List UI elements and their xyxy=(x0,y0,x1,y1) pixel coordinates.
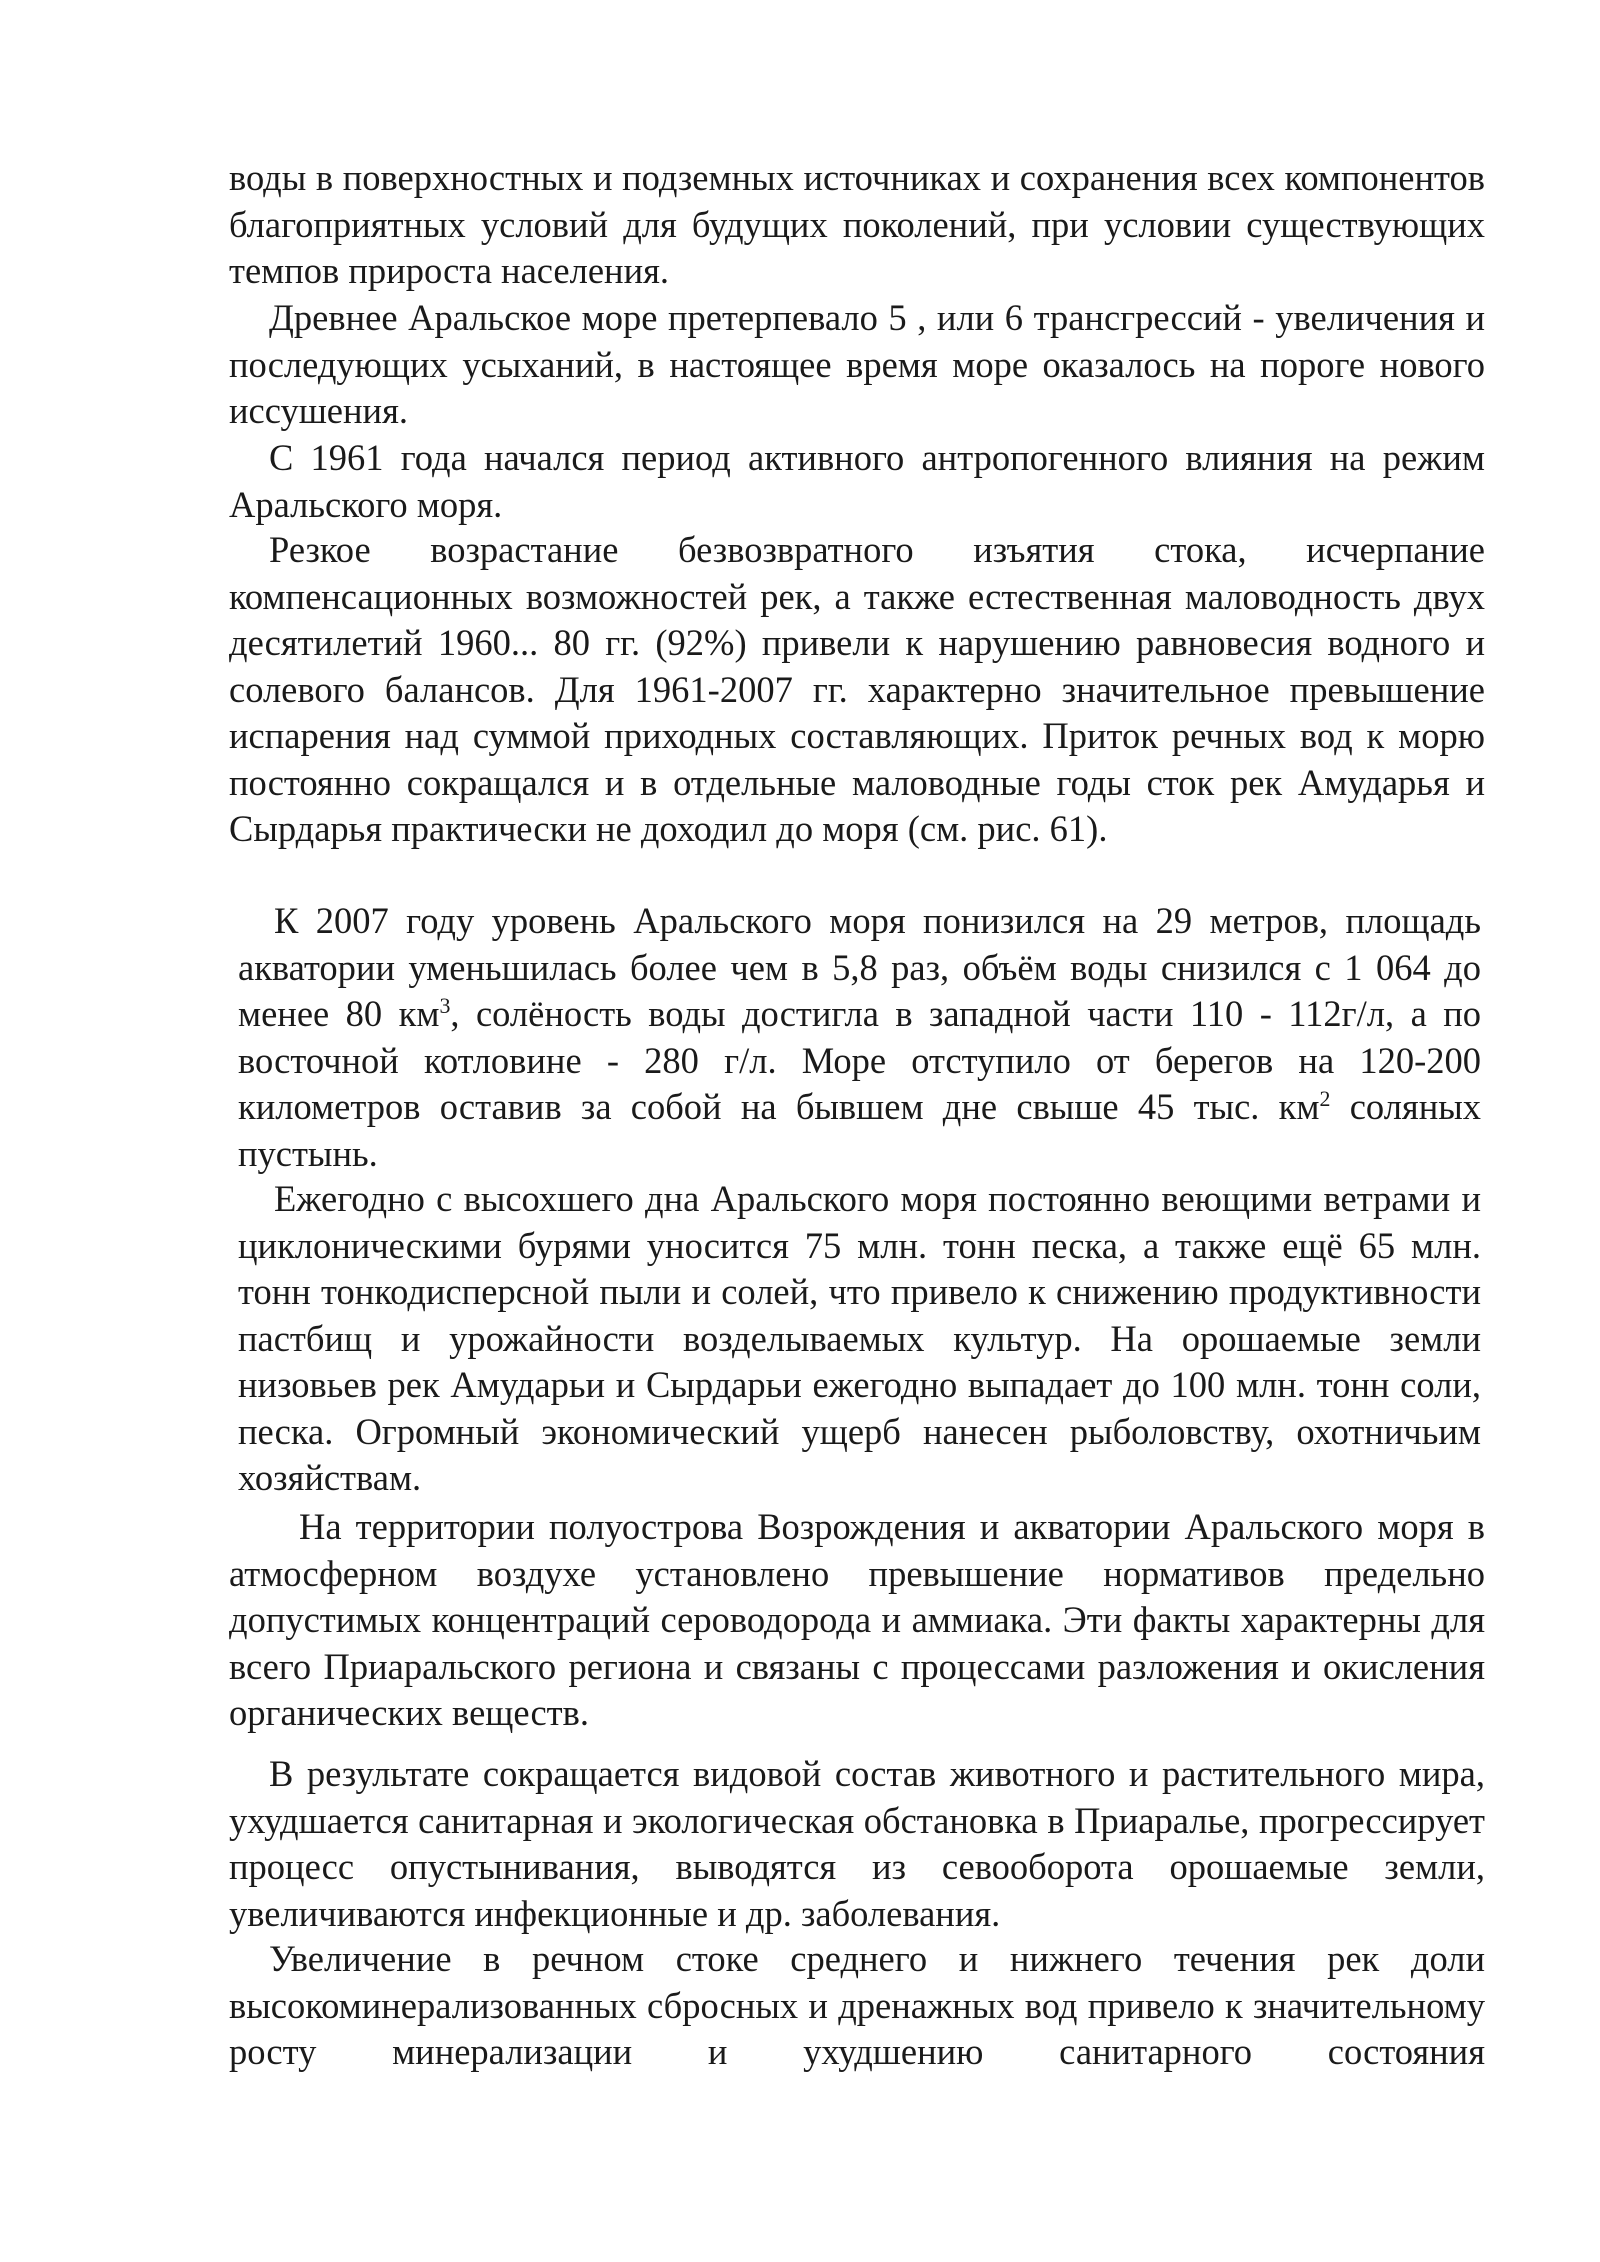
paragraph-9 xyxy=(229,1936,1485,2076)
paragraph-5 xyxy=(238,898,1481,1177)
superscript-cubic: 3 xyxy=(439,992,451,1018)
paragraph-1 xyxy=(229,155,1485,295)
paragraph-5-part-c: соляных пустынь. xyxy=(238,1086,1481,1174)
paragraph-1-text: воды в поверхностных и подземных источниках и сохранения всех компонентов благоприятных условий для будущих поколений, при условии существующих темпов прироста населения. xyxy=(229,157,1485,291)
paragraph-7 xyxy=(229,1504,1485,1737)
paragraph-3 xyxy=(229,435,1485,528)
paragraph-2 xyxy=(229,295,1485,435)
paragraph-8-text: В результате сокращается видовой состав животного и растительного мира, ухудшается санитарная и экологическая обстановка в Приаралье, прогрессирует процесс опустынивания, выводятся из севооборота орошаемые земли, увеличиваются инфекционные и др. заболевания. xyxy=(229,1753,1485,1934)
superscript-square: 2 xyxy=(1319,1085,1331,1111)
paragraph-6-text: Ежегодно с высохшего дна Аральского моря постоянно веющими ветрами и циклоническими бурями уносится 75 млн. тонн песка, а также ещё 65 млн. тонн тонкодисперсной пыли и солей, что привело к снижению продуктивности пастбищ и урожайности возделываемых культур. На орошаемые земли низовьев рек Амударьи и Сырдарьи ежегодно выпадает до 100 млн. тонн соли, песка. Огромный экономический ущерб нанесен рыболовству, охотничьим хозяйствам. xyxy=(238,1178,1481,1498)
paragraph-8 xyxy=(229,1751,1485,1937)
paragraph-7-text: На территории полуострова Возрождения и акватории Аральского моря в атмосферном воздухе установлено превышение нормативов предельно допустимых концентраций сероводорода и аммиака. Эти факты характерны для всего Приаральского региона и связаны с процессами разложения и окисления органических веществ. xyxy=(229,1506,1485,1733)
paragraph-5-text xyxy=(238,898,1481,1177)
paragraph-3-text: С 1961 года начался период активного антропогенного влияния на режим Аральского моря. xyxy=(229,437,1485,525)
paragraph-4 xyxy=(229,527,1485,853)
paragraph-4-text: Резкое возрастание безвозвратного изъятия стока, исчерпание компенсационных возможностей рек, а также естественная маловодность двух десятилетий 1960... 80 гг. (92%) привели к нарушению равновесия водного и солевого балансов. Для 1961-2007 гг. характерно значительное превышение испарения над суммой приходных составляющих. Приток речных вод к морю постоянно сокращался и в отдельные маловодные годы сток рек Амударья и Сырдарья практически не доходил до моря (см. рис. 61). xyxy=(229,529,1485,849)
paragraph-6 xyxy=(238,1176,1481,1502)
paragraph-5-part-a: К 2007 году уровень Аральского моря понизился на 29 метров, площадь акватории уменьшилась более чем в 5,8 раз, объём воды снизился с 1 064 до менее 80 км xyxy=(238,900,1481,1034)
paragraph-5-part-b: , солёность воды достигла в западной части 110 - 112г/л, а по восточной котловине - 280 г/л. Море отступило от берегов на 120-200 километров оставив за собой на бывшем дне свыше 45 тыс. км xyxy=(238,993,1481,1127)
paragraph-2-text: Древнее Аральское море претерпевало 5 , или 6 трансгрессий - увеличения и последующих усыханий, в настоящее время море оказалось на пороге нового иссушения. xyxy=(229,297,1485,431)
paragraph-9-text: Увеличение в речном стоке среднего и нижнего течения рек доли высокоминерализованных сбросных и дренажных вод привело к значительному росту минерализации и ухудшению санитарного состояния xyxy=(229,1938,1485,2072)
